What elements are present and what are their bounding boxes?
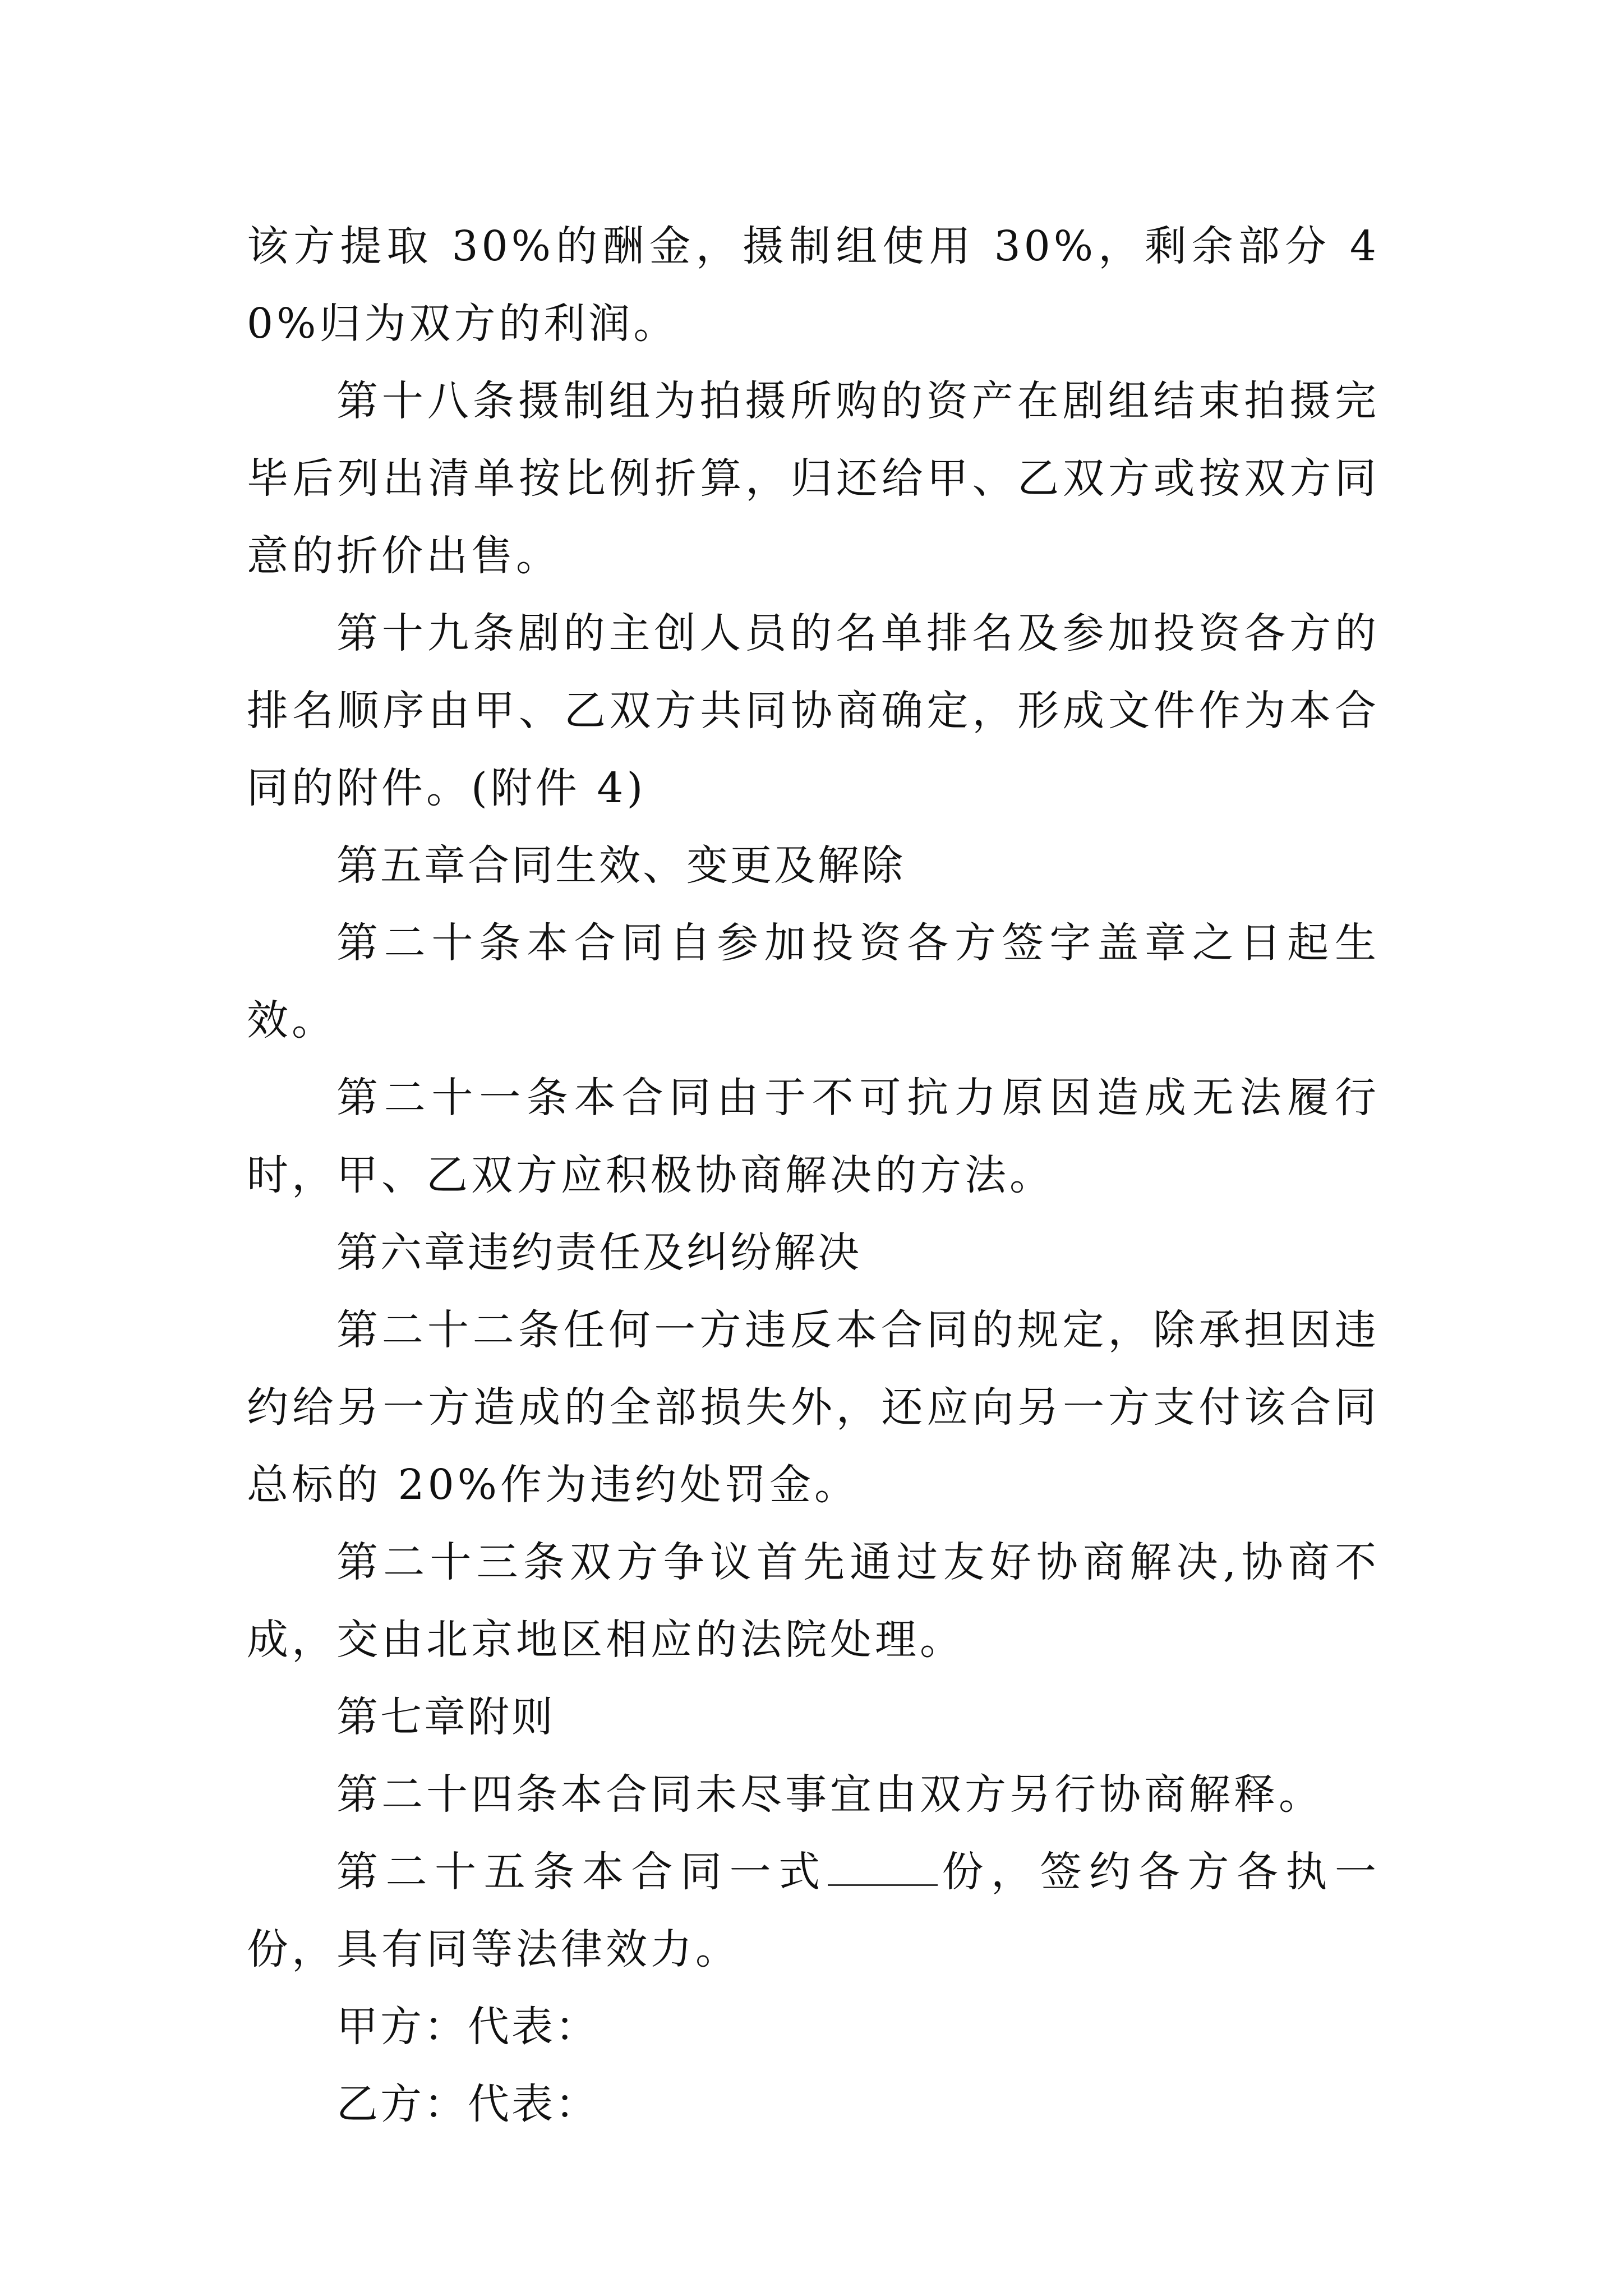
paragraph-article-22: 第二十二条任何一方违反本合同的规定，除承担因违约给另一方造成的全部损失外，还应向另一方支付该合同总标的 20%作为违约处罚金。 (247, 1306, 1380, 1509)
paragraph-article-23: 第二十三条双方争议首先通过友好协商解决,协商不成，交由北京地区相应的法院处理。 (247, 1538, 1380, 1664)
paragraph-article-19: 第十九条剧的主创人员的名单排名及参加投资各方的排名顺序由甲、乙双方共同协商确定，形成文件作为本合同的附件。(附件 4) (247, 609, 1380, 812)
copies-blank-field (828, 1851, 938, 1886)
paragraph-article-25 (247, 1833, 1380, 1988)
chapter-7-heading: 第七章附则 (336, 1693, 555, 1741)
signature-party-a: 甲方：代表： (336, 2003, 599, 2051)
paragraph-article-21: 第二十一条本合同由于不可抗力原因造成无法履行时，甲、乙双方应积极协商解决的方法。 (247, 1074, 1380, 1199)
article-25-part-2: 份，签约各方各执一份，具有同等法律效力。 (247, 1848, 1380, 1973)
article-25-part-1: 第二十五条本合同一式 (336, 1848, 828, 1896)
signature-party-b: 乙方：代表： (336, 2080, 599, 2128)
paragraph-profit-share: 该方提取 30%的酬金，摄制组使用 30%，剩余部分 40%归为双方的利润。 (247, 222, 1380, 348)
document-body (247, 208, 1380, 2143)
paragraph-article-24: 第二十四条本合同未尽事宜由双方另行协商解释。 (336, 1770, 1324, 1819)
paragraph-article-18: 第十八条摄制组为拍摄所购的资产在剧组结束拍摄完毕后列出清单按比例折算，归还给甲、乙双方或按双方同意的折价出售。 (247, 377, 1380, 580)
paragraph-article-20: 第二十条本合同自参加投资各方签字盖章之日起生效。 (247, 919, 1380, 1045)
chapter-6-heading: 第六章违约责任及纠纷解决 (336, 1228, 861, 1277)
chapter-5-heading: 第五章合同生效、变更及解除 (336, 841, 905, 890)
